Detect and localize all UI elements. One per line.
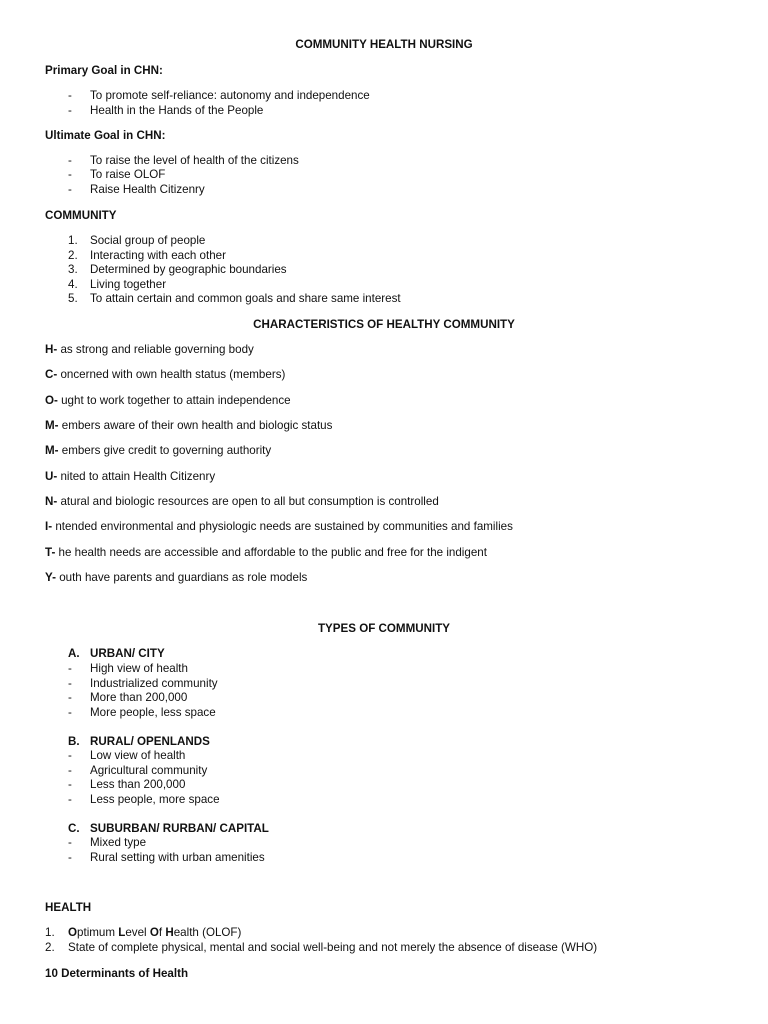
type-item: Less than 200,000 (90, 778, 186, 791)
characteristic-text: oncerned with own health status (members) (57, 368, 286, 381)
characteristic-text: he health needs are accessible and affordable to the public and free for the indigent (55, 546, 487, 559)
acronym-letter: N- (45, 495, 58, 508)
characteristic-item (45, 470, 215, 484)
type-item: Low view of health (90, 749, 186, 762)
type-item: High view of health (90, 662, 188, 675)
community-item: Social group of people (90, 234, 206, 247)
word-part: evel (125, 926, 150, 939)
acronym-letter: M- (45, 419, 59, 432)
characteristic-text: embers give credit to governing authority (58, 444, 272, 457)
characteristic-text: as strong and reliable governing body (57, 343, 254, 356)
bullet-dash: - (68, 691, 72, 704)
bullet-dash: - (68, 706, 72, 719)
community-item: To attain certain and common goals and share same interest (90, 292, 401, 305)
primary-goal-heading: Primary Goal in CHN: (45, 64, 163, 77)
characteristic-text: ught to work together to attain independence (57, 394, 291, 407)
ultimate-goal-item: To raise the level of health of the citizens (90, 154, 299, 167)
bullet-dash: - (68, 778, 72, 791)
type-item: More people, less space (90, 706, 216, 719)
list-number: 3. (68, 263, 78, 276)
type-item: Agricultural community (90, 764, 208, 777)
acronym-letter: O (68, 926, 78, 939)
types-heading: TYPES OF COMMUNITY (317, 622, 451, 635)
community-item: Living together (90, 278, 167, 291)
health-heading: HEALTH (45, 901, 92, 914)
page-title: COMMUNITY HEALTH NURSING (295, 38, 473, 51)
type-letter: B. (68, 735, 80, 748)
community-item: Interacting with each other (90, 249, 226, 262)
word-part: f (158, 926, 166, 939)
acronym-letter: Y- (45, 571, 56, 584)
type-item: Mixed type (90, 836, 147, 849)
type-item: Less people, more space (90, 793, 220, 806)
bullet-dash: - (68, 104, 72, 117)
characteristic-item (45, 546, 487, 560)
characteristic-item (45, 495, 439, 509)
type-title: RURAL/ OPENLANDS (90, 735, 210, 748)
bullet-dash: - (68, 851, 72, 864)
characteristic-text: outh have parents and guardians as role models (55, 571, 308, 584)
word-part: ealth (OLOF) (173, 926, 242, 939)
list-number: 1. (68, 234, 78, 247)
acronym-letter: U- (45, 470, 58, 483)
acronym-letter: H- (45, 343, 58, 356)
bullet-dash: - (68, 793, 72, 806)
type-letter: A. (68, 647, 80, 660)
list-number: 2. (45, 941, 55, 954)
ultimate-goal-item: To raise OLOF (90, 168, 166, 181)
characteristic-text: nited to attain Health Citizenry (57, 470, 216, 483)
bullet-dash: - (68, 168, 72, 181)
primary-goal-item: Health in the Hands of the People (90, 104, 264, 117)
list-number: 5. (68, 292, 78, 305)
type-title: SUBURBAN/ RURBAN/ CAPITAL (90, 822, 269, 835)
bullet-dash: - (68, 662, 72, 675)
type-title: URBAN/ CITY (90, 647, 165, 660)
acronym-letter: M- (45, 444, 59, 457)
bullet-dash: - (68, 183, 72, 196)
community-heading: COMMUNITY (45, 209, 117, 222)
characteristic-text: ntended environmental and physiologic needs are sustained by communities and families (52, 520, 513, 533)
characteristic-item (45, 520, 513, 534)
characteristic-text: atural and biologic resources are open to all but consumption is controlled (57, 495, 439, 508)
acronym-letter: I- (45, 520, 53, 533)
bullet-dash: - (68, 677, 72, 690)
community-item: Determined by geographic boundaries (90, 263, 287, 276)
characteristic-text: embers aware of their own health and biologic status (58, 419, 333, 432)
primary-goal-item: To promote self-reliance: autonomy and independence (90, 89, 370, 102)
characteristic-item (45, 571, 307, 585)
word-part: ptimum (77, 926, 119, 939)
list-number: 4. (68, 278, 78, 291)
characteristic-item (45, 394, 291, 408)
determinants-heading: 10 Determinants of Health (45, 967, 189, 980)
type-letter: C. (68, 822, 80, 835)
acronym-letter: H (165, 926, 174, 939)
list-number: 1. (45, 926, 55, 939)
characteristic-item (45, 419, 332, 433)
type-item: Industrialized community (90, 677, 218, 690)
characteristic-item (45, 444, 271, 458)
acronym-letter: L (118, 926, 126, 939)
list-number: 2. (68, 249, 78, 262)
type-item: Rural setting with urban amenities (90, 851, 265, 864)
health-definition-olof (68, 926, 241, 940)
ultimate-goal-item: Raise Health Citizenry (90, 183, 205, 196)
bullet-dash: - (68, 154, 72, 167)
ultimate-goal-heading: Ultimate Goal in CHN: (45, 129, 166, 142)
acronym-letter: T- (45, 546, 56, 559)
bullet-dash: - (68, 749, 72, 762)
acronym-letter: O (149, 926, 159, 939)
healthy-community-heading: CHARACTERISTICS OF HEALTHY COMMUNITY (253, 318, 515, 331)
bullet-dash: - (68, 89, 72, 102)
bullet-dash: - (68, 764, 72, 777)
characteristic-item (45, 368, 285, 382)
type-item: More than 200,000 (90, 691, 188, 704)
bullet-dash: - (68, 836, 72, 849)
health-definition-who: State of complete physical, mental and social well-being and not merely the absence of disease (WHO) (68, 941, 598, 954)
acronym-letter: O- (45, 394, 58, 407)
acronym-letter: C- (45, 368, 58, 381)
characteristic-item (45, 343, 254, 357)
